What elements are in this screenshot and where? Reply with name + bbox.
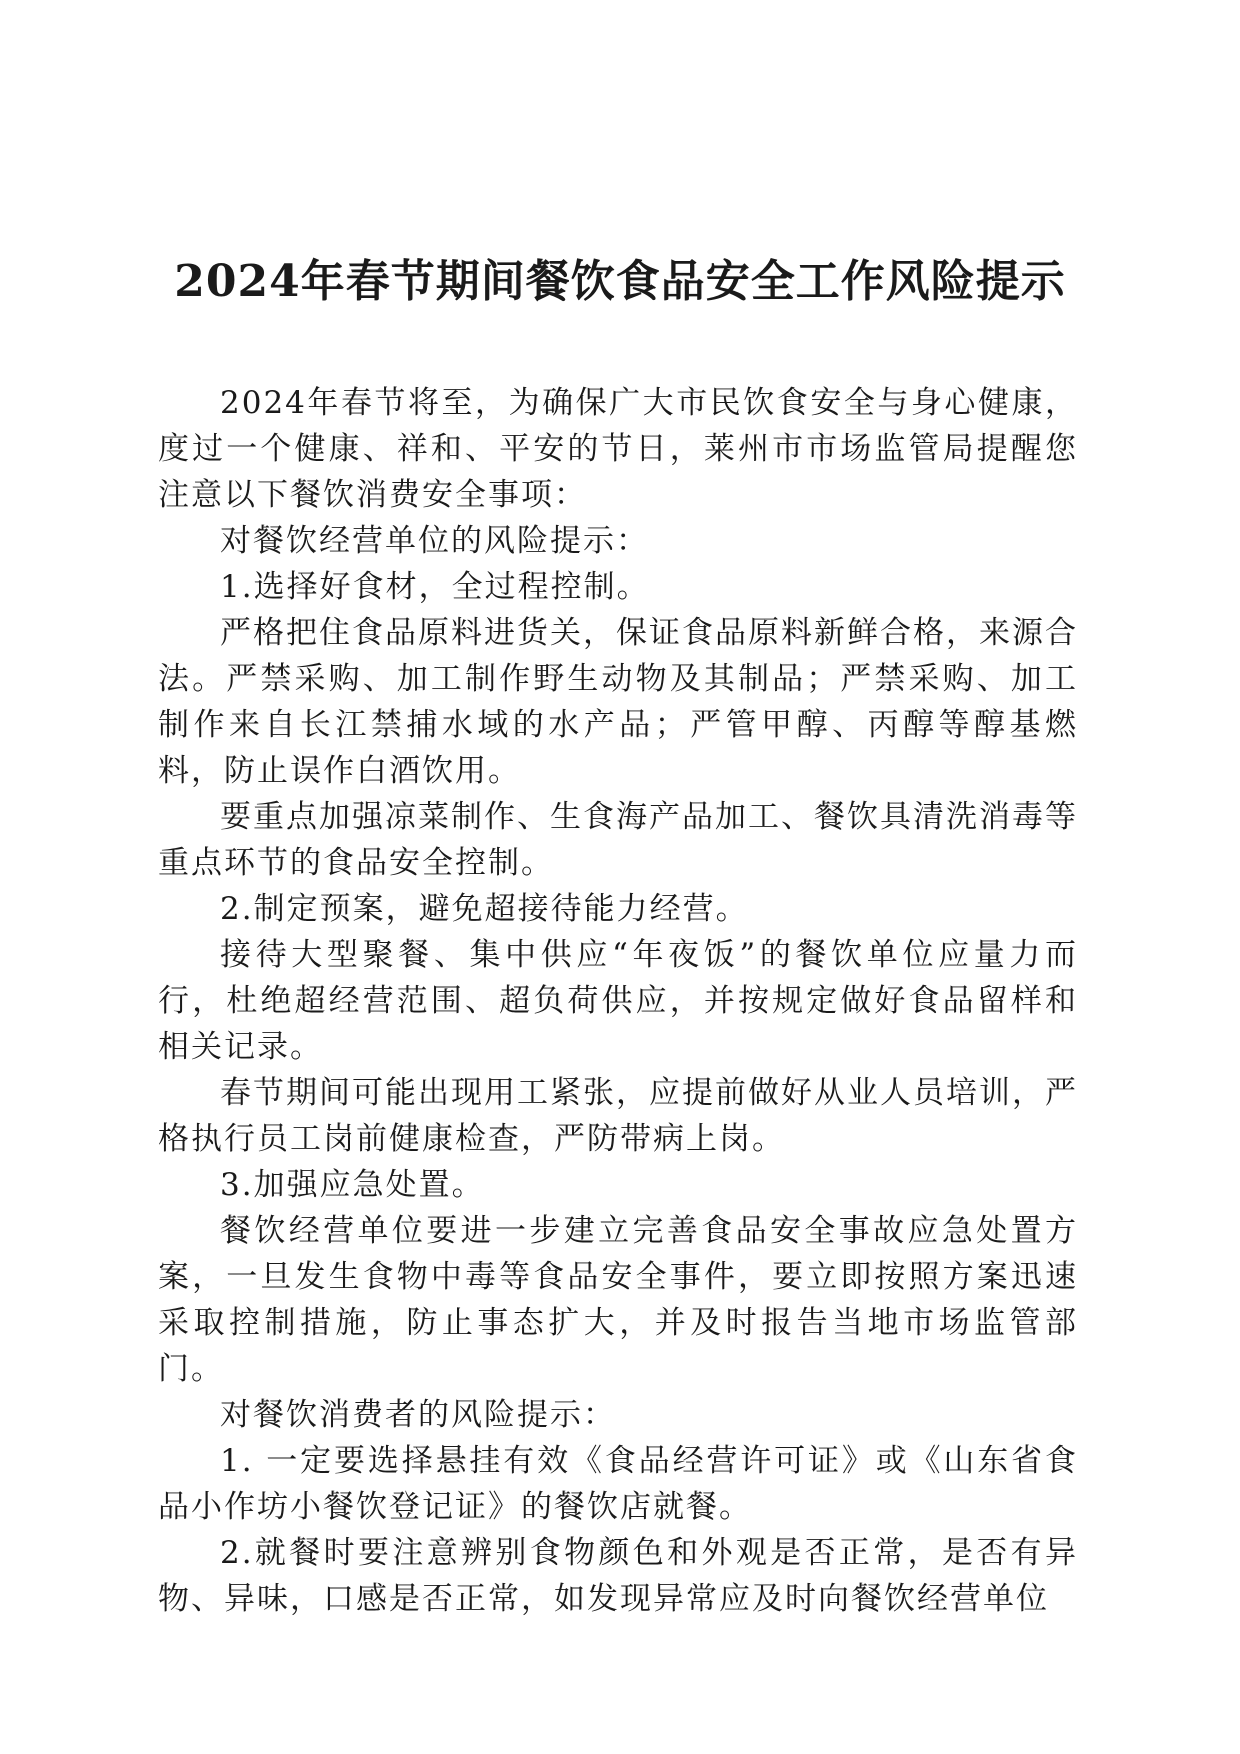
document-body xyxy=(158,380,1078,1622)
intro-paragraph: 2024年春节将至，为确保广大市民饮食安全与身心健康，度过一个健康、祥和、平安的节日，莱州市市场监管局提醒您注意以下餐饮消费安全事项： xyxy=(158,385,1078,513)
consumer-item-2: 2.就餐时要注意辨别食物颜色和外观是否正常，是否有异物、异味，口感是否正常，如发现异常应及时向餐饮经营单位 xyxy=(158,1535,1078,1617)
item-heading-3: 3.加强应急处置。 xyxy=(220,1167,485,1203)
body-paragraph: 餐饮经营单位要进一步建立完善食品安全事故应急处置方案，一旦发生食物中毒等食品安全事件，要立即按照方案迅速采取控制措施，防止事态扩大，并及时报告当地市场监管部门。 xyxy=(158,1213,1078,1387)
item-heading-1: 1.选择好食材，全过程控制。 xyxy=(220,569,650,605)
item-heading-2: 2.制定预案，避免超接待能力经营。 xyxy=(220,891,749,927)
body-paragraph: 要重点加强凉菜制作、生食海产品加工、餐饮具清洗消毒等重点环节的食品安全控制。 xyxy=(158,799,1078,881)
body-paragraph: 严格把住食品原料进货关，保证食品原料新鲜合格，来源合法。严禁采购、加工制作野生动物及其制品；严禁采购、加工制作来自长江禁捕水域的水产品；严管甲醇、丙醇等醇基燃料，防止误作白酒饮用。 xyxy=(158,615,1078,789)
body-paragraph: 春节期间可能出现用工紧张，应提前做好从业人员培训，严格执行员工岗前健康检查，严防带病上岗。 xyxy=(158,1075,1078,1157)
section-heading-operators: 对餐饮经营单位的风险提示： xyxy=(220,523,649,559)
body-paragraph: 接待大型聚餐、集中供应“年夜饭”的餐饮单位应量力而行，杜绝超经营范围、超负荷供应，并按规定做好食品留样和相关记录。 xyxy=(158,937,1078,1065)
consumer-item-1: 1. 一定要选择悬挂有效《食品经营许可证》或《山东省食品小作坊小餐饮登记证》的餐饮店就餐。 xyxy=(158,1443,1078,1525)
section-heading-consumers: 对餐饮消费者的风险提示： xyxy=(220,1397,616,1433)
document-title: 2024年春节期间餐饮食品安全工作风险提示 xyxy=(174,256,1066,307)
